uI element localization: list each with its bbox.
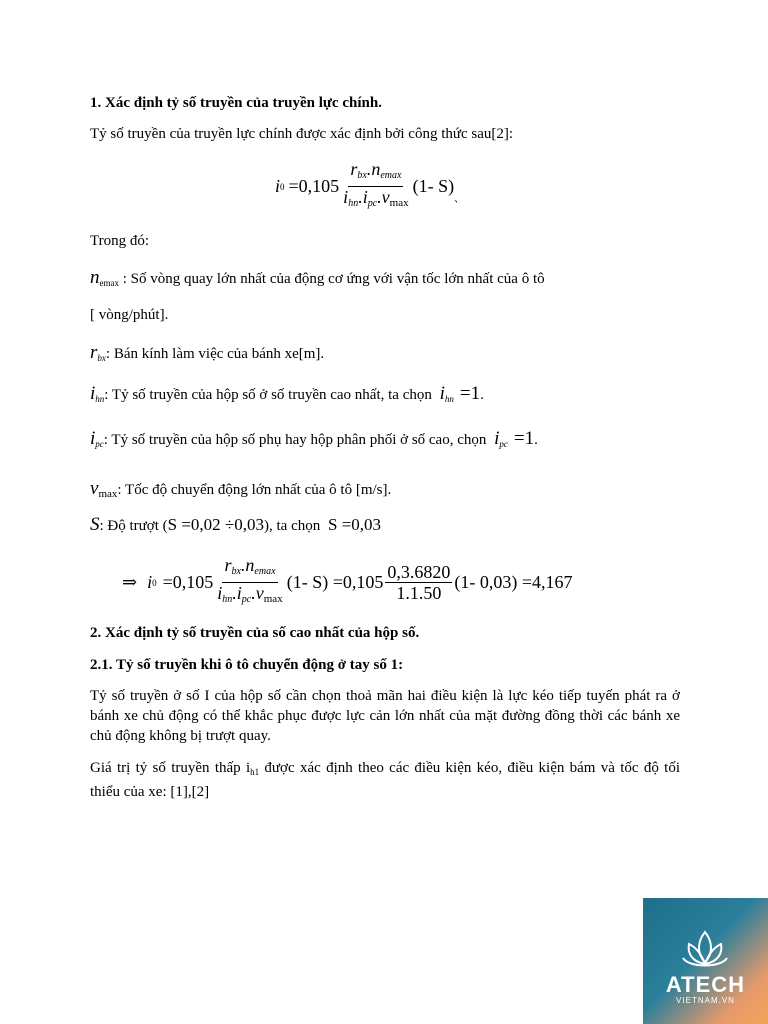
f2-den-v: .v	[251, 583, 264, 603]
ihn-text: : Tỷ số truyền của hộp số ở số truyền cao nhất, ta chọn	[104, 387, 432, 403]
formula-i0-result	[122, 556, 573, 609]
f2-den-i2: .i	[232, 583, 242, 603]
formula2-lhs: i	[147, 572, 153, 592]
formula-comma: 、	[454, 194, 465, 205]
logo-brand: ATECH	[665, 972, 746, 997]
trong-do: Trong đó:	[90, 233, 150, 249]
f2-den-sub-pc: pc	[241, 594, 252, 605]
def-ipc: $i_{pc}$: Tỷ số truyền của hộp số phụ hay hộp phân phối ở số cao, chọn $i_{pc} =1$.	[90, 428, 538, 449]
formula-coef: =0,105	[288, 176, 340, 196]
para2-text-b: được xác định theo các điều kiện kéo, điều kiện bám và tốc độ tối thiểu của xe: [1],[2]	[90, 760, 680, 800]
formula2-fraction2	[385, 563, 452, 602]
den-i2: .i	[358, 187, 368, 207]
den-sub-hn: hn	[348, 198, 359, 209]
num-sub-bx: bx	[357, 170, 367, 181]
f2-num-r: r	[224, 555, 232, 575]
ipc-val: =1	[513, 428, 535, 449]
ipc-sub: pc	[95, 439, 104, 449]
ipc-val-sub: pc	[499, 439, 508, 449]
lotus-icon	[643, 898, 768, 1024]
paragraph-2	[90, 758, 680, 802]
heading-1: 1. Xác định tỷ số truyền của truyền lực chính.	[90, 95, 382, 111]
num-n: .n	[366, 159, 381, 179]
def-nemax	[90, 268, 545, 293]
implies-arrow: ⇒	[122, 572, 138, 592]
den-sub-max: max	[389, 197, 409, 209]
ipc-text: : Tỷ số truyền của hộp số phụ hay hộp phân phối ở số cao, chọn	[103, 432, 487, 448]
logo-sub-brand: VIETNAM.VN	[676, 996, 735, 1005]
para2-sub: h1	[250, 767, 260, 777]
def-vmax	[90, 479, 391, 504]
formula-lhs: i	[275, 176, 281, 196]
f2-num-sub-emax: emax	[254, 566, 276, 577]
ihn-sub: hn	[95, 394, 105, 404]
def-s	[90, 515, 381, 536]
s-text2: ), ta chọn	[264, 518, 321, 534]
def-nemax-unit: [ vòng/phút].	[90, 307, 169, 323]
para2-text-a: Giá trị tỷ số truyền thấp i	[90, 760, 251, 776]
heading-2-1: 2.1. Tỷ số truyền khi ô tô chuyển động ở tay số 1:	[90, 657, 404, 673]
f2-num-n: .n	[240, 555, 255, 575]
nemax-text: : Số vòng quay lớn nhất của động cơ ứng với vận tốc lớn nhất của ô tô	[122, 271, 545, 287]
def-rbx	[90, 343, 324, 368]
s-text: : Độ trượt (	[99, 518, 168, 534]
s-symbol: S	[90, 514, 100, 535]
heading-2: 2. Xác định tỷ số truyền của số cao nhất của hộp số.	[90, 625, 420, 641]
formula-tail: (1- S)	[412, 176, 455, 196]
formula2-lhs-sub: 0	[152, 577, 157, 588]
ihn-symbol: i	[90, 383, 96, 404]
rbx-sub: bx	[97, 353, 106, 363]
intro-text: Tỷ số truyền của truyền lực chính được xác định bởi công thức sau[2]:	[90, 126, 514, 142]
paragraph-1: Tỷ số truyền ở số I của hộp số cần chọn thoả mãn hai điều kiện là lực kéo tiếp tuyến phát ra ở bánh xe chủ động có thể khắc phục được lực cản lớn nhất của mặt đường đồng thời các bánh xe chủ động không bị trượt quay.	[90, 688, 680, 744]
num-r: r	[350, 159, 358, 179]
formula2-fraction1	[215, 556, 284, 609]
vmax-symbol: v	[90, 478, 99, 499]
den-i: i	[343, 187, 349, 207]
nemax-symbol: n	[90, 267, 100, 288]
formula-i0	[275, 160, 464, 213]
f2-den2: 1.1.50	[396, 583, 442, 603]
rbx-symbol: r	[90, 342, 98, 363]
vmax-sub: max	[98, 488, 118, 500]
f2-num2: 0,3.6820	[387, 562, 451, 582]
ihn-val: =1	[459, 383, 481, 404]
ihn-val-symbol: i	[439, 383, 445, 404]
f2-den-sub-hn: hn	[222, 594, 233, 605]
den-sub-pc: pc	[367, 198, 378, 209]
num-sub-emax: emax	[380, 170, 402, 181]
f2-num-sub-bx: bx	[231, 566, 241, 577]
formula2-mid: (1- S) =0,105	[286, 572, 384, 592]
formula-fraction	[341, 160, 410, 213]
nemax-sub: emax	[99, 278, 119, 288]
ihn-val-sub: hn	[444, 394, 454, 404]
ipc-symbol: i	[90, 428, 96, 449]
ipc-val-symbol: i	[494, 428, 500, 449]
atech-logo[interactable]	[643, 898, 768, 1024]
formula-lhs-sub: 0	[280, 181, 285, 192]
formula2-result: (1- 0,03) =4,167	[454, 572, 573, 592]
formula2-coef: =0,105	[162, 572, 214, 592]
f2-den-sub-max: max	[263, 593, 283, 605]
def-ihn: $i_{hn}$: Tỷ số truyền của hộp số ở số truyền cao nhất, ta chọn $i_{hn} =1$.	[90, 383, 484, 404]
rbx-text: : Bán kính làm việc của bánh xe[m].	[105, 346, 325, 362]
f2-den-i: i	[217, 583, 223, 603]
den-v: .v	[377, 187, 390, 207]
vmax-text: : Tốc độ chuyển động lớn nhất của ô tô [m/s].	[117, 482, 392, 498]
s-value: S =0,03	[328, 515, 382, 534]
s-range: S =0,02 ÷0,03	[167, 515, 265, 534]
